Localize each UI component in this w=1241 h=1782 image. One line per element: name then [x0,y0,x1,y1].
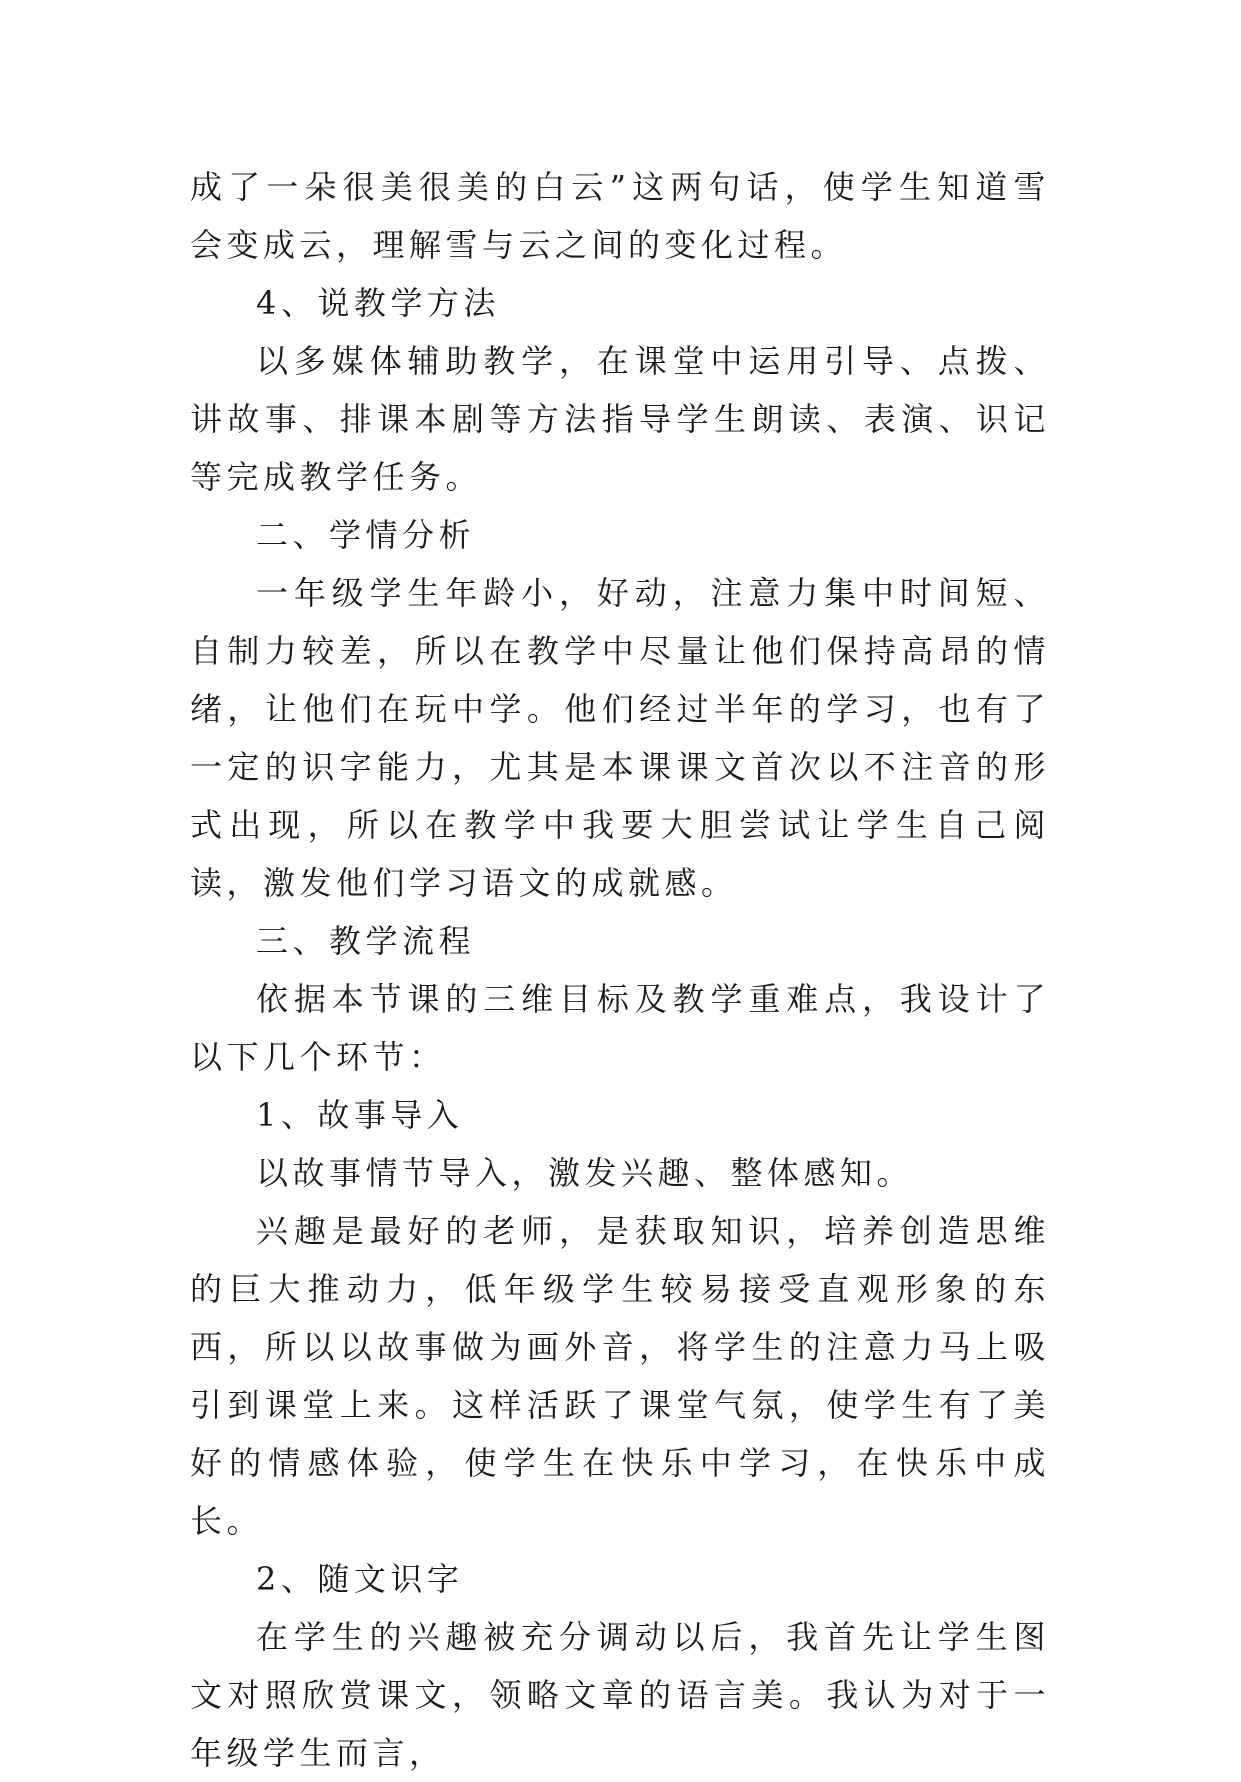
paragraph-story-intro-detail: 兴趣是最好的老师，是获取知识，培养创造思维的巨大推动力，低年级学生较易接受直观形象的东西，所以以故事做为画外音，将学生的注意力马上吸引到课堂上来。这样活跃了课堂气氛，使学生有了美好的情感体验，使学生在快乐中学习，在快乐中成长。 [190,1212,1050,1540]
paragraph-student-analysis: 一年级学生年龄小，好动，注意力集中时间短、自制力较差，所以在教学中尽量让他们保持高昂的情绪，让他们在玩中学。他们经过半年的学习，也有了一定的识字能力，尤其是本课课文首次以不注音的形式出现，所以在教学中我要大胆尝试让学生自己阅读，激发他们学习语文的成就感。 [190,574,1050,902]
heading-teaching-process: 三、教学流程 [256,922,476,960]
document-body [190,158,1050,1782]
paragraph-teaching-process: 依据本节课的三维目标及教学重难点，我设计了以下几个环节： [190,980,1050,1076]
heading-story-intro: 1、故事导入 [256,1096,464,1134]
heading-teaching-method: 4、说教学方法 [256,284,500,322]
paragraph-literacy: 在学生的兴趣被充分调动以后，我首先让学生图文对照欣赏课文，领略文章的语言美。我认为对于一年级学生而言， [190,1618,1050,1772]
heading-literacy: 2、随文识字 [256,1560,464,1598]
paragraph-story-intro-summary: 以故事情节导入，激发兴趣、整体感知。 [256,1154,914,1192]
heading-student-analysis: 二、学情分析 [256,516,476,554]
paragraph-continuation: 成了一朵很美很美的白云”这两句话，使学生知道雪会变成云，理解雪与云之间的变化过程。 [190,168,1050,264]
paragraph-teaching-method: 以多媒体辅助教学，在课堂中运用引导、点拨、讲故事、排课本剧等方法指导学生朗读、表演、识记等完成教学任务。 [190,342,1050,496]
